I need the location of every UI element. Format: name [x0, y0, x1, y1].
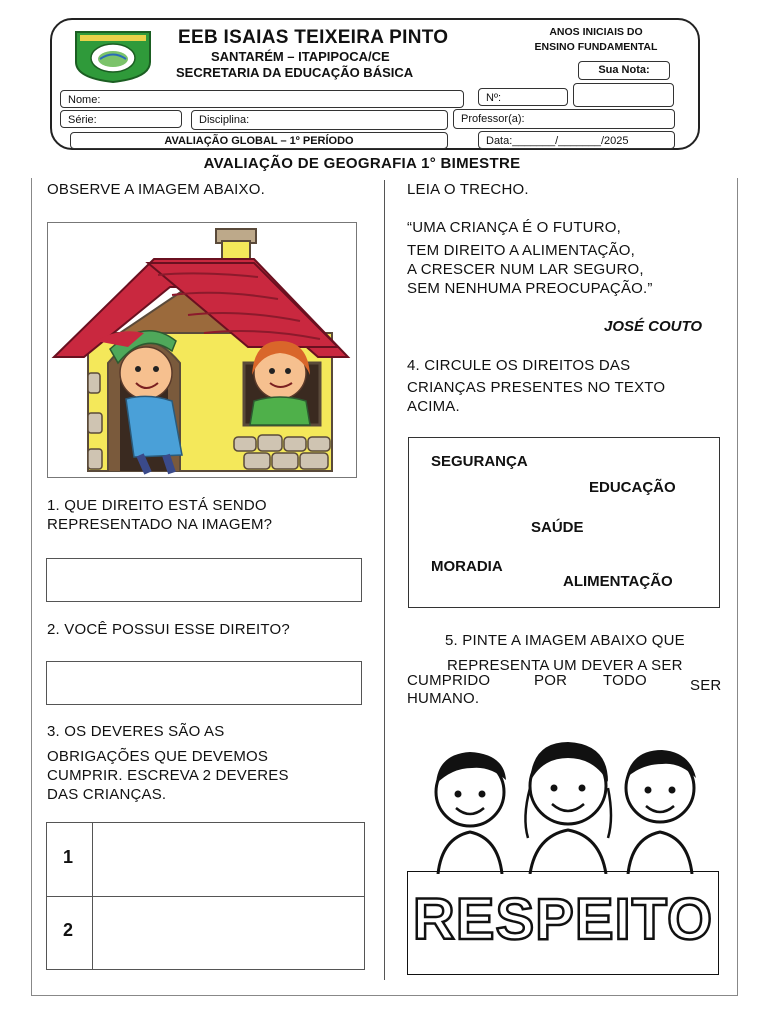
question-5-line-4: HUMANO. — [407, 690, 480, 707]
numero-field[interactable] — [478, 88, 568, 106]
q3-line-1: 3. OS DEVERES SÃO AS — [47, 723, 225, 740]
table-row-2-number: 2 — [63, 920, 74, 940]
question-3 — [47, 722, 289, 804]
avaliacao-box — [70, 132, 448, 149]
answer-2-box[interactable] — [46, 661, 362, 705]
column-divider — [384, 180, 385, 980]
question-5-line-3c: TODO — [603, 672, 647, 689]
professor-label: Professor(a): — [461, 113, 525, 125]
disciplina-field[interactable] — [191, 110, 448, 130]
data-field[interactable] — [478, 131, 675, 149]
question-5-line-3d: SER — [690, 677, 722, 694]
question-1 — [47, 496, 272, 534]
respeito-banner — [407, 871, 719, 975]
page-title: AVALIAÇÃO DE GEOGRAFIA 1° BIMESTRE — [203, 155, 521, 172]
quote-line-4: SEM NENHUMA PREOCUPAÇÃO.” — [407, 280, 653, 297]
question-5-line-2: REPRESENTA UM DEVER A SER — [447, 657, 683, 674]
quote-block — [407, 218, 653, 298]
school-name: EEB ISAIAS TEIXEIRA PINTO — [178, 27, 449, 48]
q1-line-2: REPRESENTADO NA IMAGEM? — [47, 516, 273, 533]
anos-iniciais-label — [522, 25, 670, 55]
table-row-1-answer[interactable] — [94, 824, 364, 895]
frame-right — [737, 178, 738, 996]
professor-field[interactable] — [453, 109, 675, 129]
quote-line-1: “UMA CRIANÇA É O FUTURO, — [407, 219, 621, 236]
question-5-line-3a: CUMPRIDO — [407, 672, 491, 689]
word-moradia[interactable]: MORADIA — [431, 558, 503, 575]
q1-line-1: 1. QUE DIREITO ESTÁ SENDO — [47, 497, 267, 514]
table-row-divider — [47, 896, 364, 897]
quote-author: JOSÉ COUTO — [604, 318, 703, 335]
left-intro: OBSERVE A IMAGEM ABAIXO. — [47, 181, 265, 198]
question-5-line-3b: POR — [534, 672, 568, 689]
right-intro: LEIA O TRECHO. — [407, 181, 529, 198]
question-5-line-1: 5. PINTE A IMAGEM ABAIXO QUE — [445, 632, 685, 649]
school-logo-icon — [70, 26, 156, 84]
nota-label-box — [578, 61, 670, 80]
anos-line-2: ENSINO FUNDAMENTAL — [534, 41, 658, 53]
frame-bottom — [31, 995, 738, 996]
avaliacao-label: AVALIAÇÃO GLOBAL – 1º PERÍODO — [164, 135, 354, 147]
table-row-1-number: 1 — [63, 847, 74, 867]
quote-line-2: TEM DIREITO A ALIMENTAÇÃO, — [407, 242, 636, 259]
house-image-frame — [47, 222, 357, 478]
respeito-text: RESPEITO — [412, 887, 714, 952]
table-row-2-answer[interactable] — [94, 898, 364, 969]
q4-line-2: CRIANÇAS PRESENTES NO TEXTO — [407, 379, 666, 396]
anos-line-1: ANOS INICIAIS DO — [549, 26, 643, 38]
q4-line-3: ACIMA. — [407, 398, 460, 415]
serie-label: Série: — [68, 114, 97, 126]
words-box — [408, 437, 720, 608]
disciplina-label: Disciplina: — [199, 114, 250, 126]
q3-line-4: DAS CRIANÇAS. — [47, 786, 167, 803]
serie-field[interactable] — [60, 110, 182, 128]
numero-label: Nº: — [486, 92, 502, 104]
frame-left — [31, 178, 32, 996]
kids-outline-illustration — [418, 728, 712, 874]
secretaria-label: SECRETARIA DA EDUCAÇÃO BÁSICA — [176, 65, 414, 80]
house-children-illustration — [48, 223, 356, 477]
q3-line-2: OBRIGAÇÕES QUE DEVEMOS — [47, 748, 269, 765]
school-city: SANTARÉM – ITAPIPOCA/CE — [211, 49, 390, 64]
nota-label: Sua Nota: — [598, 64, 650, 76]
nome-field[interactable] — [60, 90, 464, 108]
nota-field[interactable] — [573, 83, 674, 107]
question-2: 2. VOCÊ POSSUI ESSE DIREITO? — [47, 621, 290, 638]
word-seguranca[interactable]: SEGURANÇA — [431, 453, 528, 470]
word-educacao[interactable]: EDUCAÇÃO — [589, 479, 676, 496]
deveres-table — [46, 822, 365, 970]
q4-line-1: 4. CIRCULE OS DIREITOS DAS — [407, 357, 631, 374]
answer-1-box[interactable] — [46, 558, 362, 602]
q3-line-3: CUMPRIR. ESCREVA 2 DEVERES — [47, 767, 289, 784]
word-saude[interactable]: SAÚDE — [531, 519, 584, 536]
data-label: Data:_______/_______/2025 — [486, 135, 629, 147]
nome-label: Nome: — [68, 94, 101, 106]
question-4 — [407, 356, 665, 416]
quote-line-3: A CRESCER NUM LAR SEGURO, — [407, 261, 644, 278]
word-alimentacao[interactable]: ALIMENTAÇÃO — [563, 573, 673, 590]
